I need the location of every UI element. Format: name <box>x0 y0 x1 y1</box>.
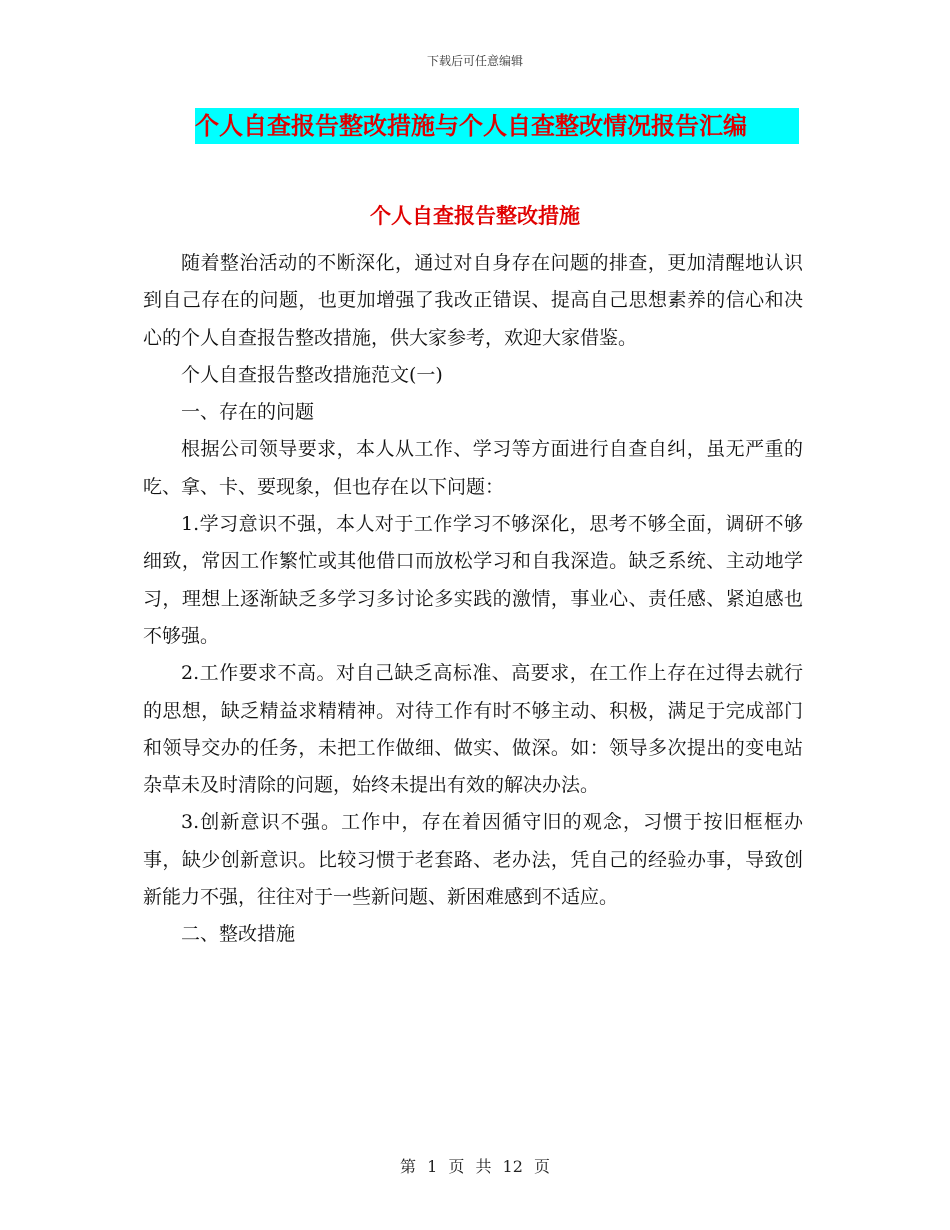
paragraph-problem-2: 2.工作要求不高。对自己缺乏高标准、高要求，在工作上存在过得去就行的思想，缺乏精益求精精神。对待工作有时不够主动、积极，满足于完成部门和领导交办的任务，未把工作做细、做实、做深。如：领导多次提出的变电站杂草未及时清除的问题，始终未提出有效的解决办法。 <box>143 662 803 797</box>
paragraph-problem-3: 3.创新意识不强。工作中，存在着因循守旧的观念，习惯于按旧框框办事，缺少创新意识。比较习惯于老套路、老办法，凭自己的经验办事，导致创新能力不强，往往对于一些新问题、新困难感到不适应。 <box>143 811 803 909</box>
header-note: 下载后可任意编辑 <box>426 54 523 68</box>
section-title: 个人自查报告整改措施 <box>370 204 580 228</box>
page-footer: 第 1 页 共 12 页 <box>400 1157 550 1176</box>
paragraph-sample-heading: 个人自查报告整改措施范文(一) <box>181 363 443 386</box>
document-body <box>143 245 803 954</box>
paragraph-problem-1: 1.学习意识不强，本人对于工作学习不够深化，思考不够全面，调研不够细致，常因工作繁忙或其他借口而放松学习和自我深造。缺乏系统、主动地学习，理想上逐渐缺乏多学习多讨论多实践的激情，事业心、责任感、紧迫感也不够强。 <box>143 513 803 647</box>
paragraph-measures-heading: 二、整改措施 <box>181 923 296 946</box>
paragraph-problems-intro: 根据公司领导要求，本人从工作、学习等方面进行自查自纠，虽无严重的吃、拿、卡、要现象，但也存在以下问题： <box>143 438 803 498</box>
paragraph-intro: 随着整治活动的不断深化，通过对自身存在问题的排查，更加清醒地认识到自己存在的问题，也更加增强了我改正错误、提高自己思想素养的信心和决心的个人自查报告整改措施，供大家参考，欢迎大家借鉴。 <box>143 252 803 349</box>
paragraph-problems-heading: 一、存在的问题 <box>181 401 315 424</box>
document-title: 个人自查报告整改措施与个人自查整改情况报告汇编 <box>195 108 799 144</box>
